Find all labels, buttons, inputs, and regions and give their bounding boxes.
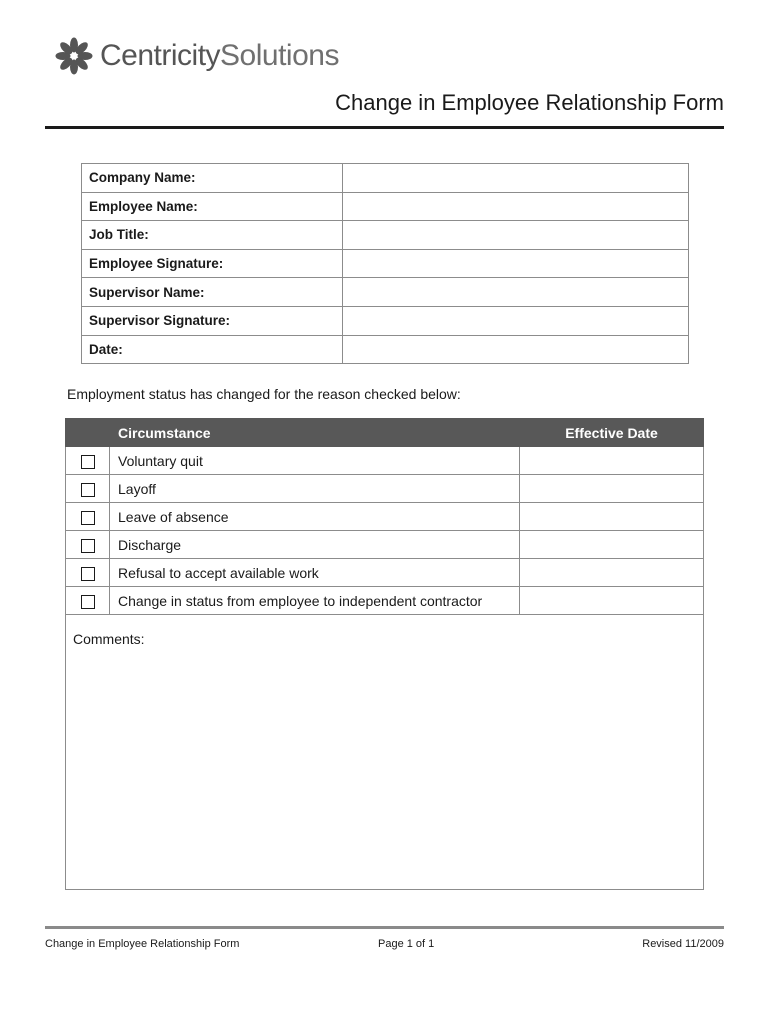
circumstance-label: Leave of absence bbox=[110, 503, 520, 531]
circumstance-row bbox=[66, 587, 704, 615]
employee-name-field[interactable] bbox=[343, 192, 689, 221]
supervisor-signature-field[interactable] bbox=[343, 306, 689, 335]
logo-word-1: Centricity bbox=[100, 39, 221, 72]
info-row bbox=[82, 249, 689, 278]
status-change-checkbox[interactable] bbox=[81, 595, 95, 609]
checkbox-cell bbox=[66, 475, 110, 503]
effective-date-field[interactable] bbox=[520, 475, 704, 503]
circumstance-label: Voluntary quit bbox=[110, 447, 520, 475]
logo-word-2: Solutions bbox=[220, 39, 339, 72]
employee-info-table bbox=[81, 163, 689, 364]
circumstance-label: Layoff bbox=[110, 475, 520, 503]
circumstance-header-row bbox=[66, 419, 704, 447]
info-row bbox=[82, 221, 689, 250]
effective-date-column-header: Effective Date bbox=[520, 419, 704, 447]
info-label: Supervisor Signature: bbox=[82, 306, 343, 335]
info-label: Employee Name: bbox=[82, 192, 343, 221]
info-label: Date: bbox=[82, 335, 343, 364]
effective-date-field[interactable] bbox=[520, 503, 704, 531]
effective-date-field[interactable] bbox=[520, 587, 704, 615]
info-label: Supervisor Name: bbox=[82, 278, 343, 307]
effective-date-field[interactable] bbox=[520, 559, 704, 587]
circumstance-row bbox=[66, 447, 704, 475]
footer-divider bbox=[45, 926, 724, 929]
circumstance-row bbox=[66, 559, 704, 587]
voluntary-quit-checkbox[interactable] bbox=[81, 455, 95, 469]
job-title-field[interactable] bbox=[343, 221, 689, 250]
checkbox-cell bbox=[66, 587, 110, 615]
flower-logo-icon bbox=[54, 36, 94, 76]
circumstance-label: Discharge bbox=[110, 531, 520, 559]
circumstance-row bbox=[66, 531, 704, 559]
circumstance-label: Refusal to accept available work bbox=[110, 559, 520, 587]
checkbox-cell bbox=[66, 447, 110, 475]
layoff-checkbox[interactable] bbox=[81, 483, 95, 497]
info-row bbox=[82, 164, 689, 193]
checkbox-cell bbox=[66, 559, 110, 587]
info-row bbox=[82, 306, 689, 335]
footer-form-name: Change in Employee Relationship Form bbox=[45, 938, 240, 950]
company-name-field[interactable] bbox=[343, 164, 689, 193]
checkbox-cell bbox=[66, 531, 110, 559]
circumstance-row bbox=[66, 475, 704, 503]
info-row bbox=[82, 278, 689, 307]
refusal-work-checkbox[interactable] bbox=[81, 567, 95, 581]
info-label: Company Name: bbox=[82, 164, 343, 193]
document-title: Change in Employee Relationship Form bbox=[335, 90, 724, 115]
checkbox-cell bbox=[66, 503, 110, 531]
info-row bbox=[82, 192, 689, 221]
supervisor-name-field[interactable] bbox=[343, 278, 689, 307]
comments-box[interactable] bbox=[65, 614, 704, 890]
logo-wordmark bbox=[100, 41, 339, 71]
circumstance-table bbox=[65, 418, 704, 615]
circumstance-row bbox=[66, 503, 704, 531]
reason-instruction: Employment status has changed for the reason checked below: bbox=[67, 386, 461, 402]
info-label: Job Title: bbox=[82, 221, 343, 250]
circumstance-column-header: Circumstance bbox=[110, 419, 520, 447]
title-divider bbox=[45, 126, 724, 129]
info-row bbox=[82, 335, 689, 364]
effective-date-field[interactable] bbox=[520, 447, 704, 475]
effective-date-field[interactable] bbox=[520, 531, 704, 559]
footer-revision: Revised 11/2009 bbox=[642, 938, 724, 950]
footer-page-number: Page 1 of 1 bbox=[378, 938, 435, 950]
circumstance-label: Change in status from employee to independent contractor bbox=[110, 587, 520, 615]
date-field[interactable] bbox=[343, 335, 689, 364]
comments-label: Comments: bbox=[73, 631, 145, 647]
employee-signature-field[interactable] bbox=[343, 249, 689, 278]
company-logo bbox=[54, 34, 339, 78]
leave-of-absence-checkbox[interactable] bbox=[81, 511, 95, 525]
checkbox-column-header bbox=[66, 419, 110, 447]
info-label: Employee Signature: bbox=[82, 249, 343, 278]
discharge-checkbox[interactable] bbox=[81, 539, 95, 553]
